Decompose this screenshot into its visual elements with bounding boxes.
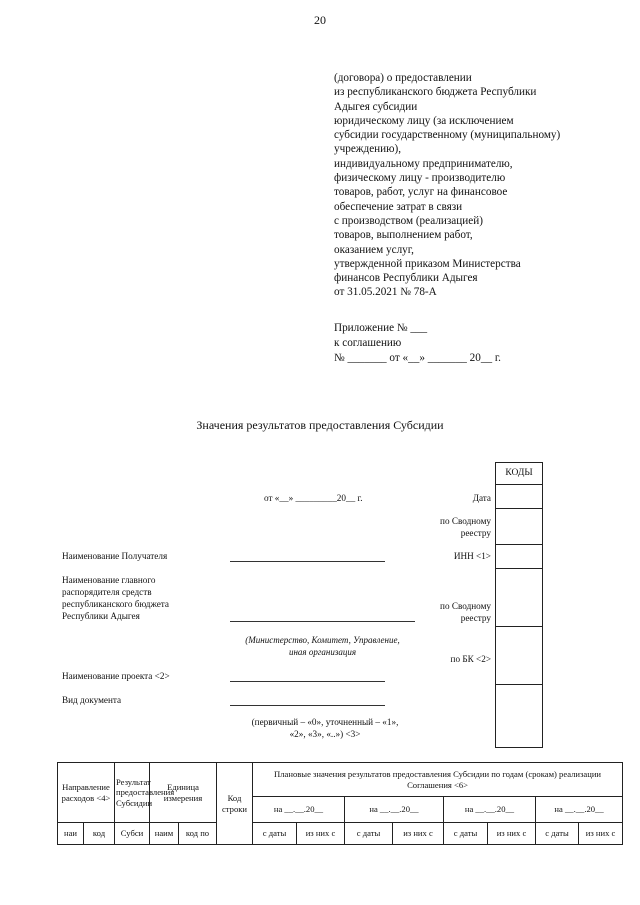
label-recipient: Наименование Получателя [62,551,168,561]
since-date-4: с даты [536,823,579,845]
col-line-code: Код строки [217,763,253,845]
sub-unit-name: наим [150,823,179,845]
col-plan: Плановые значения результатов предоставления Субсидии по годам (срокам) реализации Соглашения <6> [253,763,623,797]
sub-name: наи [58,823,84,845]
label-project: Наименование проекта <2> [62,671,170,681]
including-3: из них с [488,823,536,845]
header-line: оказанием услуг, [334,243,414,256]
header-line: юридическому лицу (за исключением [334,114,514,127]
header-line: товаров, работ, услуг на финансовое [334,186,508,199]
label-grbs-3: республиканского бюджета [62,599,169,609]
document-title: Значения результатов предоставления Субсидии [196,418,444,432]
header-line: индивидуальному предпринимателю, [334,157,513,170]
page-number: 20 [314,13,326,27]
label-doc-type: Вид документа [62,695,122,705]
label-grbs-2: распорядителя средств [62,587,152,597]
period-2: на __.__.20__ [345,797,444,823]
including-1: из них с [297,823,345,845]
label-bk: по БК <2> [450,654,491,664]
grbs-field[interactable] [230,621,415,622]
label-grbs-1: Наименование главного [62,575,156,585]
header-line: Адыгея субсидии [334,100,418,113]
period-1: на __.__.20__ [253,797,345,823]
sub-result: Субси [115,823,150,845]
code-cell-bk[interactable] [496,627,542,685]
header-line: утвержденной приказом Министерства [334,257,521,270]
header-line: субсидии государственному (муниципальному) [334,129,561,142]
label-svod2-b: реестру [460,613,491,623]
appendix-agreement: № _______ от «__» _______ 20__ г. [334,352,501,364]
label-svod1-a: по Сводному [440,516,491,526]
header-line: учреждению), [334,143,402,156]
doc-type-field[interactable] [230,705,385,706]
codes-column [495,462,543,748]
col-result: Результат предоставления Субсидии [115,763,150,823]
appendix-to: к соглашению [334,337,402,349]
code-cell-svod2[interactable] [496,569,542,627]
header-line: товаров, выполнением работ, [334,229,473,242]
appendix-block [334,321,501,366]
col-unit: Единица измерения [150,763,217,823]
recipient-field[interactable] [230,561,385,562]
results-table [57,762,623,845]
code-cell-doc[interactable] [496,685,542,747]
sub-code: код [84,823,115,845]
sub-unit-code: код по [179,823,217,845]
code-cell-inn[interactable] [496,545,542,569]
including-2: из них с [393,823,444,845]
since-date-1: с даты [253,823,297,845]
label-date: Дата [472,493,491,503]
header-line: из республиканского бюджета Республики [334,86,537,99]
doc-hint-1: (первичный – «0», уточненный – «1», [251,717,399,727]
doc-hint-2: «2», «3», «..») <3> [289,729,361,739]
date-line: от «__» _________20__ г. [264,493,363,503]
header-line: с производством (реализацией) [334,214,483,227]
appendix-number: Приложение № ___ [334,322,428,334]
header-line: финансов Республики Адыгея [334,272,478,285]
col-direction: Направление расходов <4> [58,763,115,823]
since-date-2: с даты [345,823,393,845]
project-field[interactable] [230,681,385,682]
label-inn: ИНН <1> [453,551,491,561]
org-hint-1: (Министерство, Комитет, Управление, [245,635,400,645]
code-cell-date[interactable] [496,485,542,509]
label-svod1-b: реестру [460,528,491,538]
header-line: физическому лицу - производителю [334,172,506,185]
label-grbs-4: Республики Адыгея [62,611,140,621]
codes-header: КОДЫ [496,463,542,485]
label-svod2-a: по Сводному [440,601,491,611]
header-line: (договора) о предоставлении [334,72,472,84]
org-hint-2: иная организация [288,647,357,657]
period-4: на __.__.20__ [536,797,623,823]
approval-header [334,71,634,300]
header-line: обеспечение затрат в связи [334,200,463,213]
code-cell-svod1[interactable] [496,509,542,545]
since-date-3: с даты [444,823,488,845]
including-4: из них с [579,823,623,845]
period-3: на __.__.20__ [444,797,536,823]
header-line: от 31.05.2021 № 78-А [334,286,437,299]
